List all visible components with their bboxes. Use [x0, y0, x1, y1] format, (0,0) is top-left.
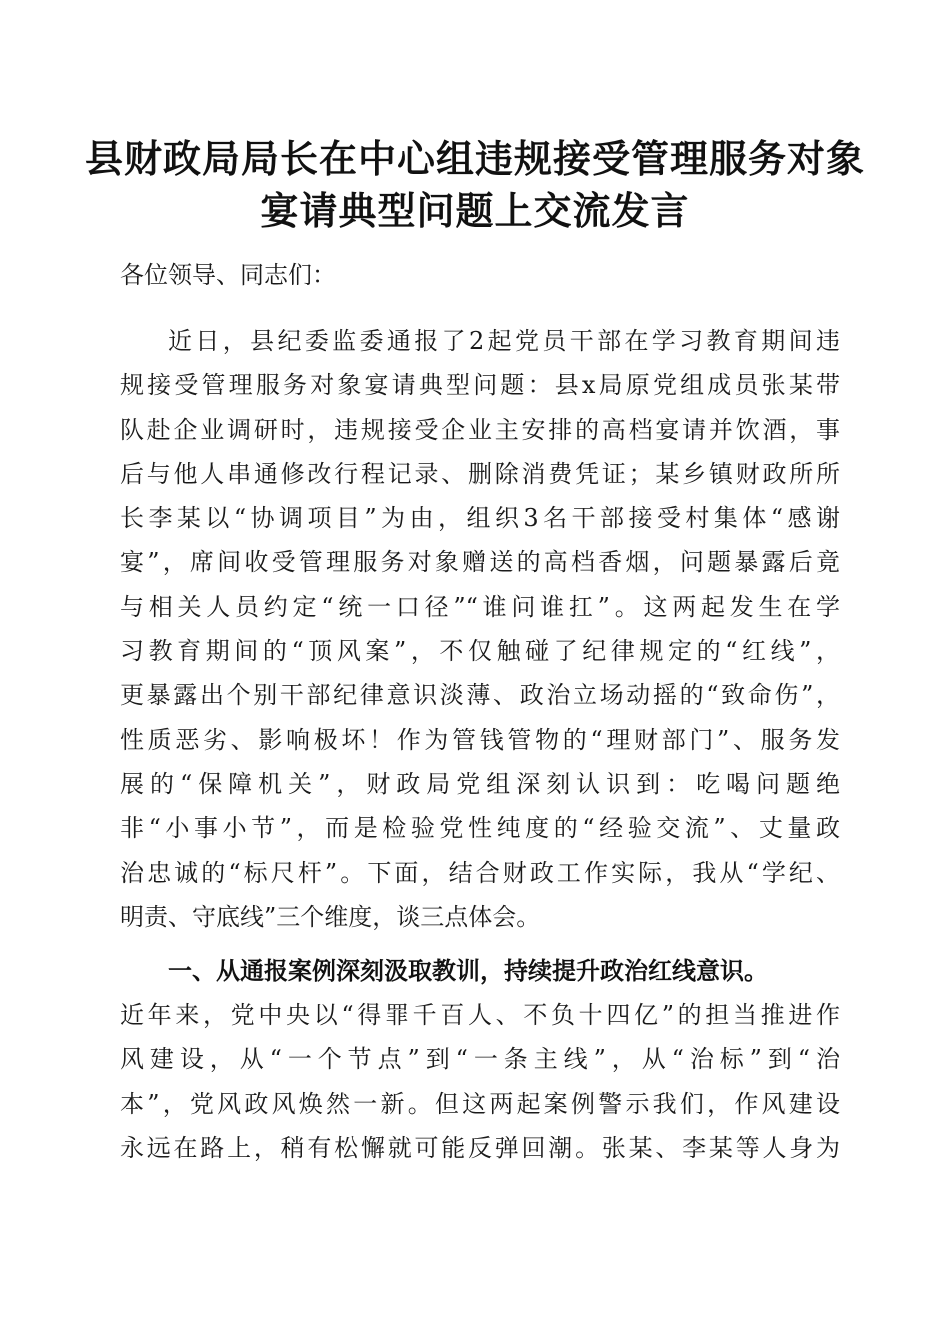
document-title-line-2: 宴请典型问题上交流发言	[260, 188, 690, 233]
paragraph-1-line: 规接受管理服务对象宴请典型问题：县x局原党组成员张某带	[120, 371, 840, 400]
section-1-body	[120, 993, 840, 1170]
paragraph-1-line: 明责、守底线”三个维度，谈三点体会。	[120, 902, 541, 931]
paragraph-1-line: 队赴企业调研时，违规接受企业主安排的高档宴请并饮酒，事	[120, 415, 840, 444]
section-1-line: 近年来，党中央以“得罪千百人、不负十四亿”的担当推进作	[120, 1001, 840, 1029]
section-1-line: 本”，党风政风焕然一新。但这两起案例警示我们，作风建设	[120, 1089, 840, 1118]
paragraph-1-line: 治忠诚的“标尺杆”。下面，结合财政工作实际，我从“学纪、	[120, 858, 840, 887]
paragraph-1-line: 非“小事小节”，而是检验党性纯度的“经验交流”、丈量政	[120, 814, 840, 843]
paragraph-1-line: 与相关人员约定“统一口径”“谁问谁扛”。这两起发生在学	[120, 592, 840, 621]
paragraph-1-line: 更暴露出个别干部纪律意识淡薄、政治立场动摇的“致命伤”，	[120, 681, 840, 710]
salutation: 各位领导、同志们：	[120, 261, 336, 289]
paragraph-1-line: 展的“保障机关”，财政局党组深刻认识到：吃喝问题绝	[120, 769, 840, 798]
paragraph-1-line: 长李某以“协调项目”为由，组织3名干部接受村集体“感谢	[120, 504, 840, 533]
paragraph-1-line: 后与他人串通修改行程记录、删除消费凭证；某乡镇财政所所	[120, 459, 840, 488]
paragraph-1-line: 宴”，席间收受管理服务对象赠送的高档香烟，问题暴露后竟	[120, 548, 840, 577]
paragraph-1-line: 近日，县纪委监委通报了2起党员干部在学习教育期间违	[168, 327, 840, 355]
section-1-heading: 一、从通报案例深刻汲取教训，持续提升政治红线意识。	[168, 956, 768, 985]
paragraph-1-line: 习教育期间的“顶风案”，不仅触碰了纪律规定的“红线”，	[120, 637, 840, 666]
section-1-line: 永远在路上，稍有松懈就可能反弹回潮。张某、李某等人身为	[120, 1133, 840, 1162]
paragraph-1	[120, 319, 840, 939]
document-title-line-1: 县财政局局长在中心组违规接受管理服务对象	[84, 136, 865, 181]
paragraph-1-line: 性质恶劣、影响极坏！作为管钱管物的“理财部门”、服务发	[120, 725, 840, 754]
section-1-line: 风建设，从“一个节点”到“一条主线”，从“治标”到“治	[120, 1045, 840, 1074]
